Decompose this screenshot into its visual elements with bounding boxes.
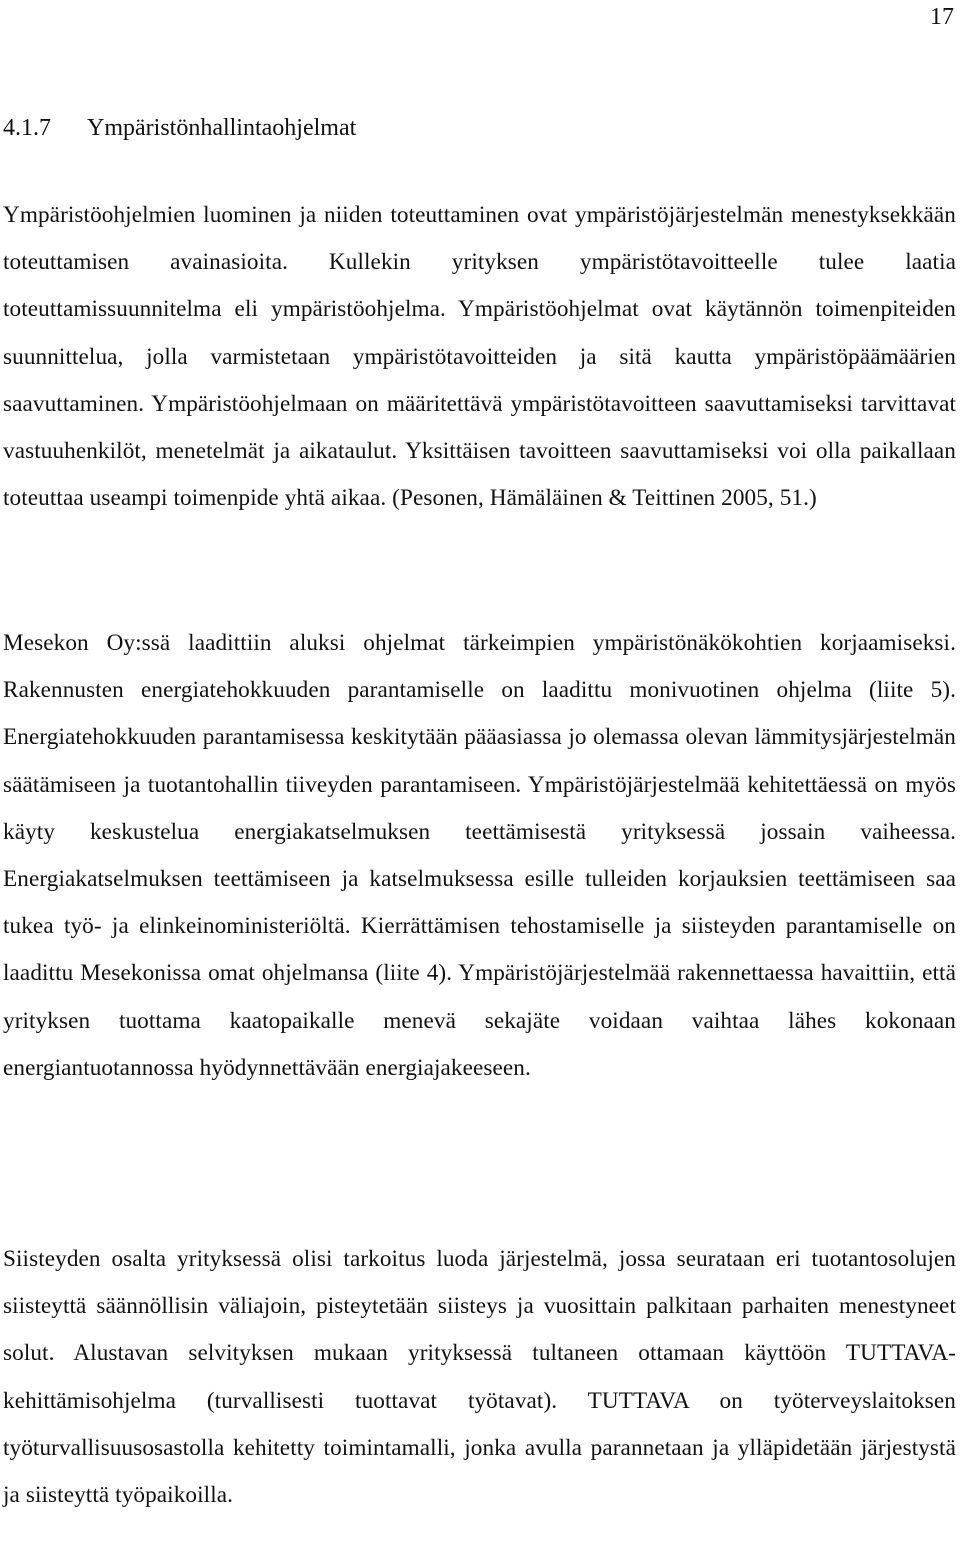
paragraph-1: Ympäristöohjelmien luominen ja niiden toteuttaminen ovat ympäristöjärjestelmän menestyksekkään toteuttamisen avainasioita. Kullekin yrityksen ympäristötavoitteelle tulee laatia toteuttamissuunnitelma eli ympäristöohjelma. Ympäristöohjelmat ovat käytännön toimenpiteiden suunnittelua, jolla varmistetaan ympäristötavoitteiden ja sitä kautta ympäristöpäämäärien saavuttaminen. Ympäristöohjelmaan on määritettävä ympäristötavoitteen saavuttamiseksi tarvittavat vastuuhenkilöt, menetelmät ja aikataulut. Yksittäisen tavoitteen saavuttamiseksi voi olla paikallaan toteuttaa useampi toimenpide yhtä aikaa. (Pesonen, Hämäläinen & Teittinen 2005, 51.) <box>3 202 956 512</box>
section-title: Ympäristönhallintaohjelmat <box>87 115 357 141</box>
section-heading <box>3 113 356 143</box>
paragraph-3: Siisteyden osalta yrityksessä olisi tarkoitus luoda järjestelmä, jossa seurataan eri tuotantosolujen siisteyttä säännöllisin väliajoin, pisteytetään siisteys ja vuosittain palkitaan parhaiten menestyneet solut. Alustavan selvityksen mukaan yrityksessä tultaneen ottamaan käyttöön TUTTAVA-kehittämisohjelma (turvallisesti tuottavat työtavat). TUTTAVA on työterveyslaitoksen työturvallisuusosastolla kehitetty toimintamalli, jonka avulla parannetaan ja ylläpidetään järjestystä ja siisteyttä työpaikoilla. <box>3 1246 956 1509</box>
section-number: 4.1.7 <box>3 115 51 141</box>
paragraph-2: Mesekon Oy:ssä laadittiin aluksi ohjelmat tärkeimpien ympäristönäkökohtien korjaamiseksi. Rakennusten energiatehokkuuden parantamiselle on laadittu monivuotinen ohjelma (liite 5). Energiatehokkuuden parantamisessa keskitytään pääasiassa jo olemassa olevan lämmitysjärjestelmän säätämiseen ja tuotantohallin tiiveyden parantamiseen. Ympäristöjärjestelmää kehitettäessä on myös käyty keskustelua energiakatselmuksen teettämisestä yrityksessä jossain vaiheessa. Energiakatselmuksen teettämiseen ja katselmuksessa esille tulleiden korjauksien teettämiseen saa tukea työ- ja elinkeinoministeriöltä. Kierrättämisen tehostamiselle ja siisteyden parantamiselle on laadittu Mesekonissa omat ohjelmansa (liite 4). Ympäristöjärjestelmää rakennettaessa havaittiin, että yrityksen tuottama kaatopaikalle menevä sekajäte voidaan vaihtaa lähes kokonaan energiantuotannossa hyödynnettävään energiajakeeseen. <box>3 630 956 1081</box>
page-number: 17 <box>930 4 954 30</box>
